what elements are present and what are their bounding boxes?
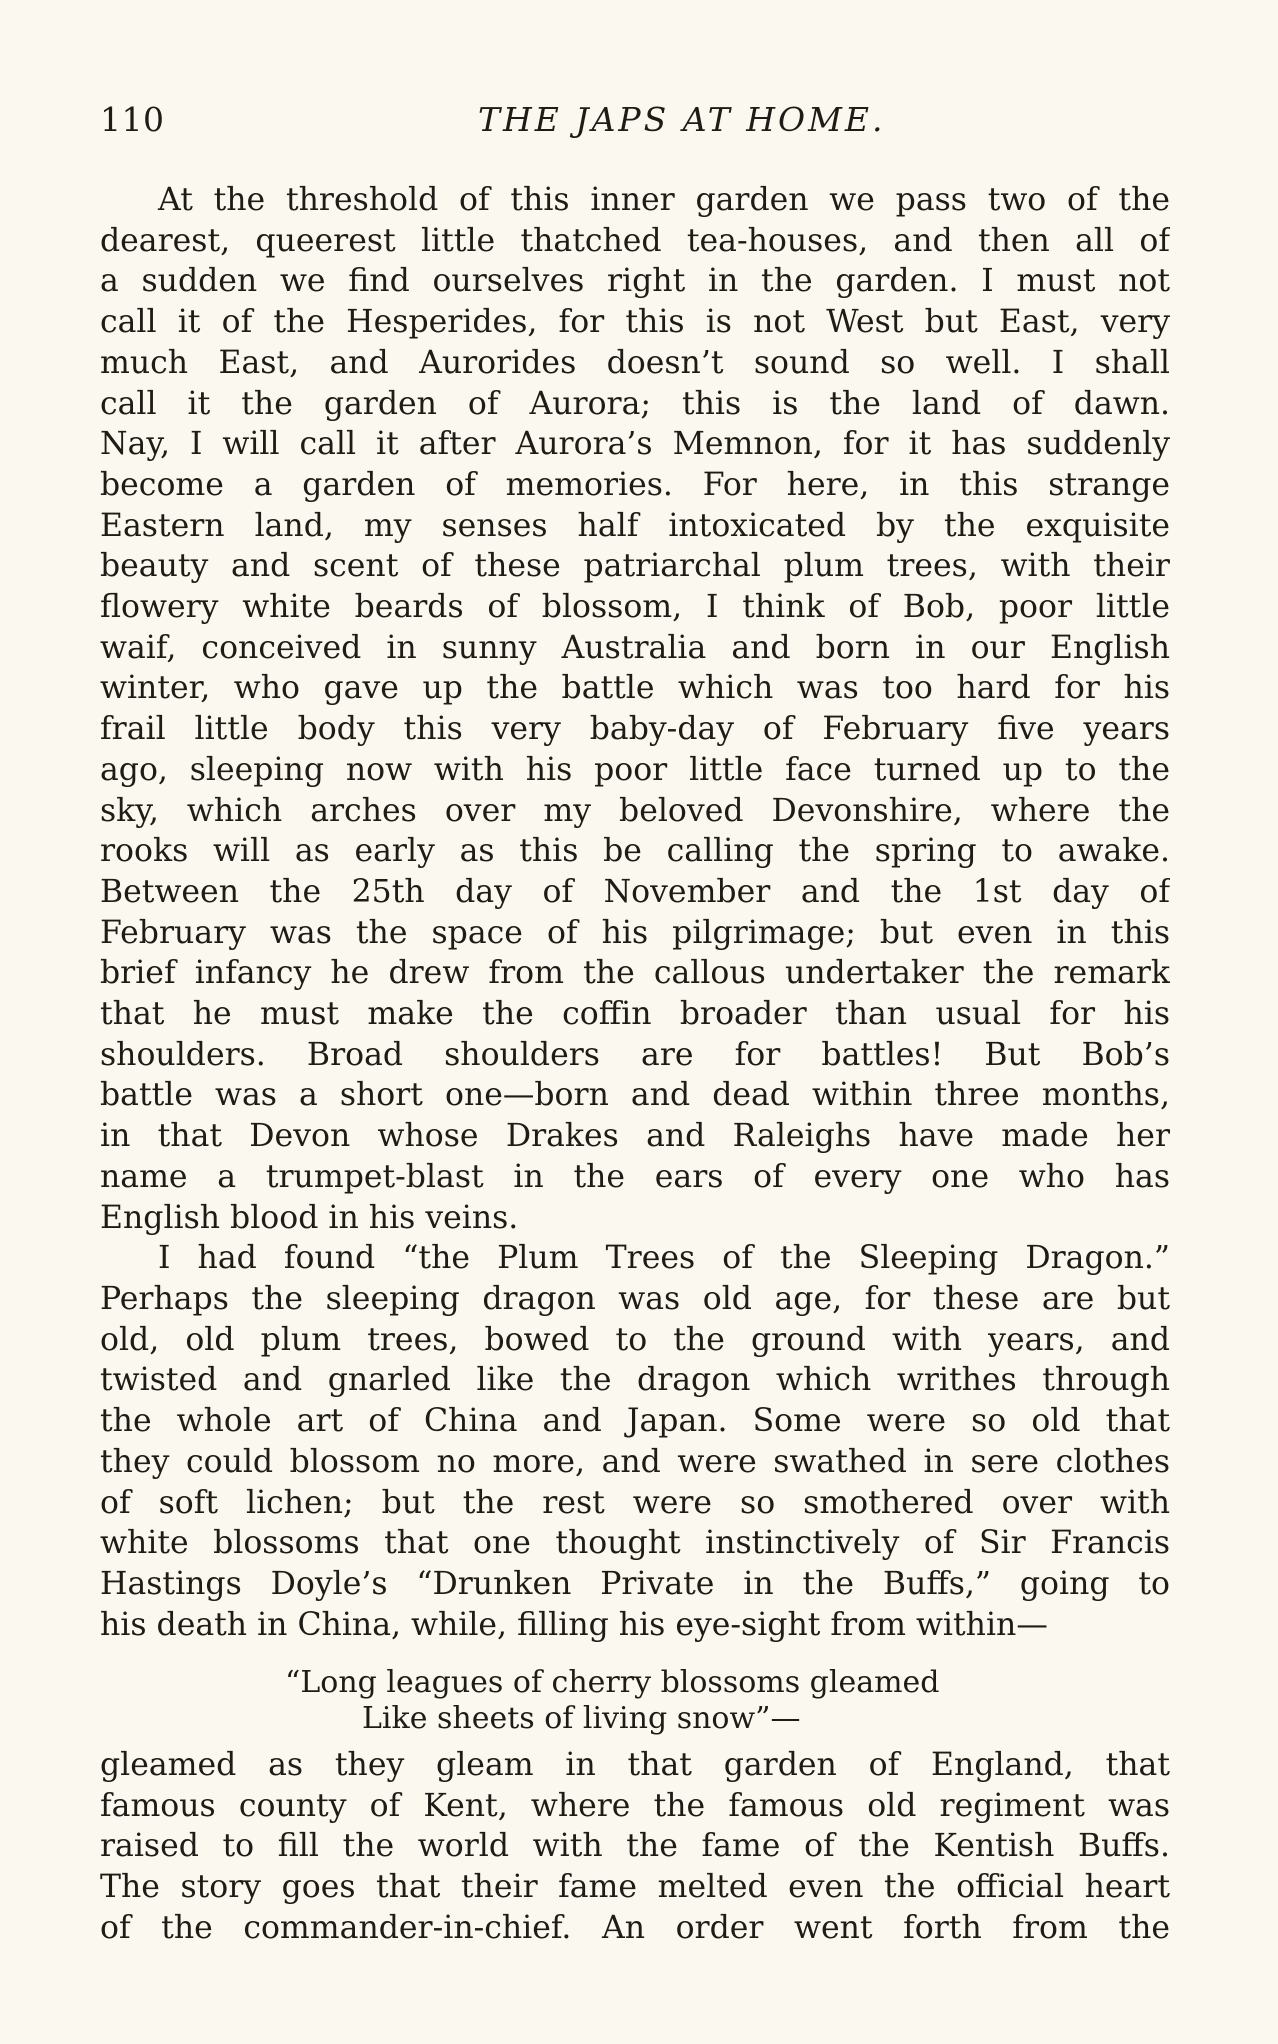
text-line: Nay, I will call it after Aurora’s Memnon, for it has suddenly <box>100 426 1170 463</box>
text-line: of soft lichen; but the rest were so smothered over with <box>100 1484 1170 1521</box>
text-line: famous county of Kent, where the famous old regiment was <box>100 1787 1170 1824</box>
text-line: beauty and scent of these patriarchal plum trees, with their <box>100 548 1170 585</box>
text-line: twisted and gnarled like the dragon which writhes through <box>100 1362 1170 1399</box>
text-line: winter, who gave up the battle which was too hard for his <box>100 670 1170 707</box>
quote-line: Like sheets of living snow”— <box>362 1701 801 1736</box>
text-line: flowery white beards of blossom, I think of Bob, poor little <box>100 589 1170 626</box>
text-line: they could blossom no more, and were swathed in sere clothes <box>100 1443 1170 1480</box>
text-line: Eastern land, my senses half intoxicated by the exquisite <box>100 507 1170 544</box>
text-line: name a trumpet-blast in the ears of every one who has <box>100 1158 1170 1195</box>
text-line: At the threshold of this inner garden we pass two of the <box>158 182 1170 218</box>
text-line: February was the space of his pilgrimage; but even in this <box>100 914 1170 951</box>
quote-line: “Long leagues of cherry blossoms gleamed <box>285 1665 940 1700</box>
text-line: sky, which arches over my beloved Devonshire, where the <box>100 792 1170 829</box>
text-line: waif, conceived in sunny Australia and born in our English <box>100 629 1170 666</box>
page-number: 110 <box>100 100 165 139</box>
text-line: raised to fill the world with the fame of the Kentish Buffs. <box>100 1828 1170 1865</box>
text-line: call it the garden of Aurora; this is the land of dawn. <box>100 385 1170 422</box>
text-line: battle was a short one—born and dead within three months, <box>100 1077 1170 1114</box>
running-head <box>100 96 1170 144</box>
text-line: much East, and Aurorides doesn’t sound so well. I shall <box>100 344 1170 381</box>
text-line: brief infancy he drew from the callous undertaker the remark <box>100 955 1170 992</box>
paragraph-1 <box>100 180 1170 1238</box>
text-line: frail little body this very baby-day of February five years <box>100 711 1170 748</box>
text-line: English blood in his veins. <box>100 1199 519 1236</box>
text-line: become a garden of memories. For here, in this strange <box>100 466 1170 503</box>
text-line: I had found “the Plum Trees of the Sleeping Dragon.” <box>158 1240 1170 1277</box>
text-line: the whole art of China and Japan. Some were so old that <box>100 1403 1170 1440</box>
text-line: that he must make the coffin broader than usual for his <box>100 996 1170 1033</box>
continuation-text-block <box>100 1745 1170 1949</box>
main-text-block <box>100 180 1170 1645</box>
poem-quotation <box>100 1665 1170 1737</box>
text-line: Between the 25th day of November and the 1st day of <box>100 873 1170 910</box>
text-line: white blossoms that one thought instinctively of Sir Francis <box>100 1525 1170 1562</box>
text-line: gleamed as they gleam in that garden of England, that <box>100 1747 1170 1783</box>
text-line: old, old plum trees, bowed to the ground with years, and <box>100 1321 1170 1358</box>
text-line: ago, sleeping now with his poor little face turned up to the <box>100 751 1170 788</box>
running-title: THE JAPS AT HOME. <box>478 100 886 139</box>
text-line: rooks will as early as this be calling the spring to awake. <box>100 833 1170 870</box>
text-line: in that Devon whose Drakes and Raleighs have made her <box>100 1118 1170 1155</box>
text-line: a sudden we find ourselves right in the garden. I must not <box>100 263 1170 300</box>
text-line: Hastings Doyle’s “Drunken Private in the Buffs,” going to <box>100 1565 1170 1602</box>
text-line: shoulders. Broad shoulders are for battles! But Bob’s <box>100 1036 1170 1073</box>
text-line: of the commander-in-chief. An order went forth from the <box>100 1909 1170 1946</box>
text-line: dearest, queerest little thatched tea-houses, and then all of <box>100 222 1170 259</box>
text-line: call it of the Hesperides, for this is not West but East, very <box>100 304 1170 341</box>
text-line: Perhaps the sleeping dragon was old age, for these are but <box>100 1280 1170 1317</box>
text-line: his death in China, while, filling his eye-sight from within— <box>100 1606 1048 1643</box>
paragraph-2 <box>100 1238 1170 1645</box>
text-line: The story goes that their fame melted even the official heart <box>100 1869 1170 1906</box>
paragraph-3 <box>100 1745 1170 1949</box>
